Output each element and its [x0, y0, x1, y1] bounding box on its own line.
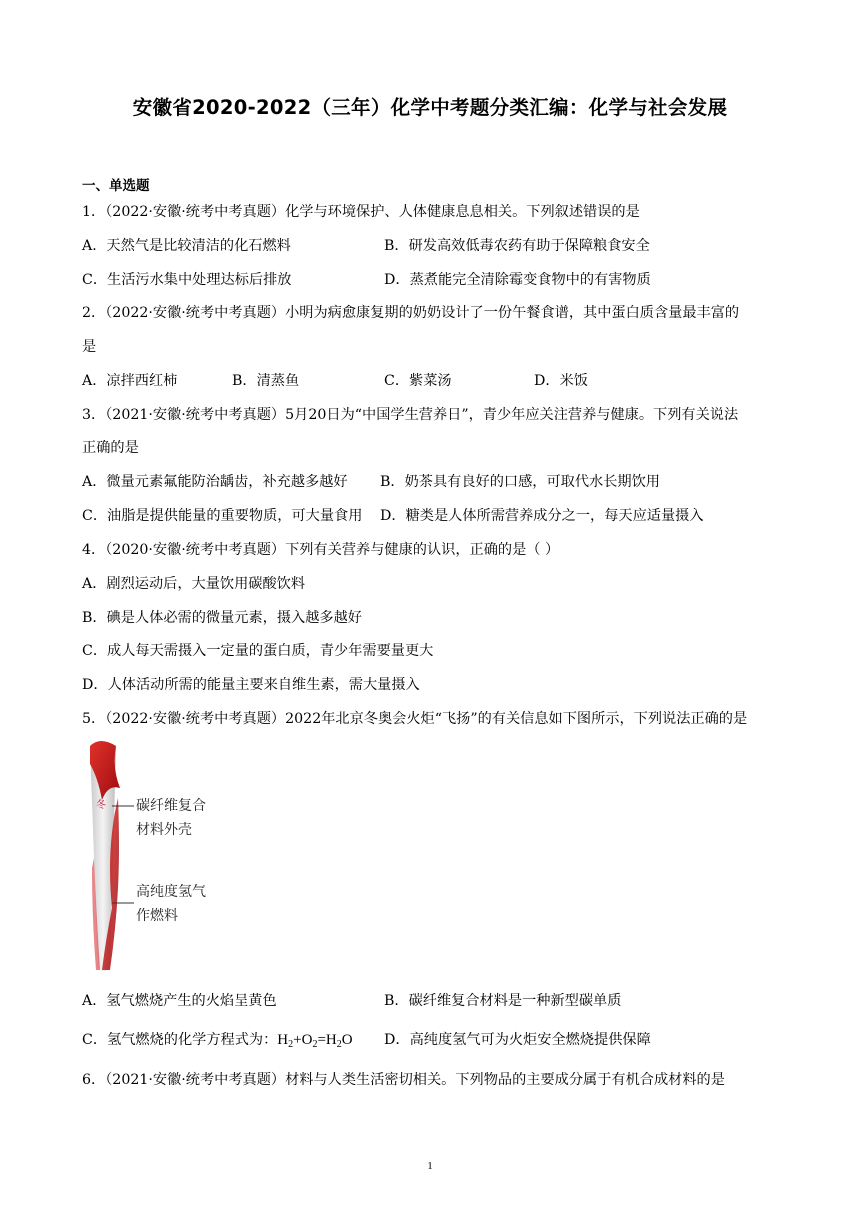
question-2-option-c: C．紫菜汤	[384, 373, 452, 389]
question-3-option-b: B．奶茶具有良好的口感，可取代水长期饮用	[380, 474, 660, 490]
question-5-option-c-text: C．氢气燃烧的化学方程式为：	[82, 1032, 278, 1048]
olympic-torch-figure	[82, 738, 222, 978]
question-1-stem: 1．（2022·安徽·统考中考真题）化学与环境保护、人体健康息息相关。下列叙述错误的是	[82, 204, 640, 220]
question-3-option-a: A．微量元素氟能防治龋齿，补充越多越好	[82, 474, 348, 490]
label-fuel-line2: 作燃料	[136, 908, 178, 924]
page-title: 安徽省2020-2022（三年）化学中考题分类汇编：化学与社会发展	[132, 96, 728, 119]
question-1-option-c: C．生活污水集中处理达标后排放	[82, 272, 292, 288]
page-number: 1	[427, 1160, 433, 1172]
label-shell-line1: 碳纤维复合	[136, 798, 206, 814]
question-5-option-d: D．高纯度氢气可为火炬安全燃烧提供保障	[384, 1032, 651, 1048]
question-2-option-b: B．清蒸鱼	[232, 373, 300, 389]
question-2-option-a: A．凉拌西红柿	[82, 373, 178, 389]
question-3-stem-cont: 正确的是	[82, 440, 139, 456]
question-4-option-a: A．剧烈运动后，大量饮用碳酸饮料	[82, 576, 306, 592]
hydrogen-combustion-equation: $H_2+O_2=H_2O$	[277, 1032, 353, 1050]
question-3-stem: 3．（2021·安徽·统考中考真题）5月20日为“中国学生营养日”，青少年应关注营养与健康。下列有关说法	[82, 407, 739, 423]
question-6-stem: 6．（2021·安徽·统考中考真题）材料与人类生活密切相关。下列物品的主要成分属于有机合成材料的是	[82, 1072, 725, 1088]
question-4-stem: 4．（2020·安徽·统考中考真题）下列有关营养与健康的认识，正确的是（ ）	[82, 542, 560, 558]
question-3-option-c: C．油脂是提供能量的重要物质，可大量食用	[82, 508, 363, 524]
label-shell-line2: 材料外壳	[136, 822, 192, 838]
question-5-option-b: B．碳纤维复合材料是一种新型碳单质	[384, 993, 622, 1009]
torch-emblem: 冬	[96, 800, 106, 811]
question-1-option-b: B．研发高效低毒农药有助于保障粮食安全	[384, 238, 650, 254]
question-5-option-c	[82, 1030, 353, 1050]
section-heading: 一、单选题	[82, 178, 150, 194]
question-4-option-d: D．人体活动所需的能量主要来自维生素，需大量摄入	[82, 677, 420, 693]
question-4-option-b: B．碘是人体必需的微量元素，摄入越多越好	[82, 610, 362, 626]
question-5-stem: 5．（2022·安徽·统考中考真题）2022年北京冬奥会火炬“飞扬”的有关信息如下图所示，下列说法正确的是	[82, 711, 748, 727]
question-1-option-d: D．蒸煮能完全清除霉变食物中的有害物质	[384, 272, 651, 288]
question-2-stem-cont: 是	[82, 339, 97, 355]
question-2-stem: 2．（2022·安徽·统考中考真题）小明为病愈康复期的奶奶设计了一份午餐食谱，其中蛋白质含量最丰富的	[82, 305, 740, 321]
question-2-option-d: D．米饭	[534, 373, 588, 389]
question-5-option-a: A．氢气燃烧产生的火焰呈黄色	[82, 993, 277, 1009]
label-fuel-line1: 高纯度氢气	[136, 884, 206, 900]
question-1-option-a: A．天然气是比较清洁的化石燃料	[82, 238, 291, 254]
question-4-option-c: C．成人每天需摄入一定量的蛋白质，青少年需要量更大	[82, 643, 434, 659]
question-3-option-d: D．糖类是人体所需营养成分之一，每天应适量摄入	[380, 508, 704, 524]
